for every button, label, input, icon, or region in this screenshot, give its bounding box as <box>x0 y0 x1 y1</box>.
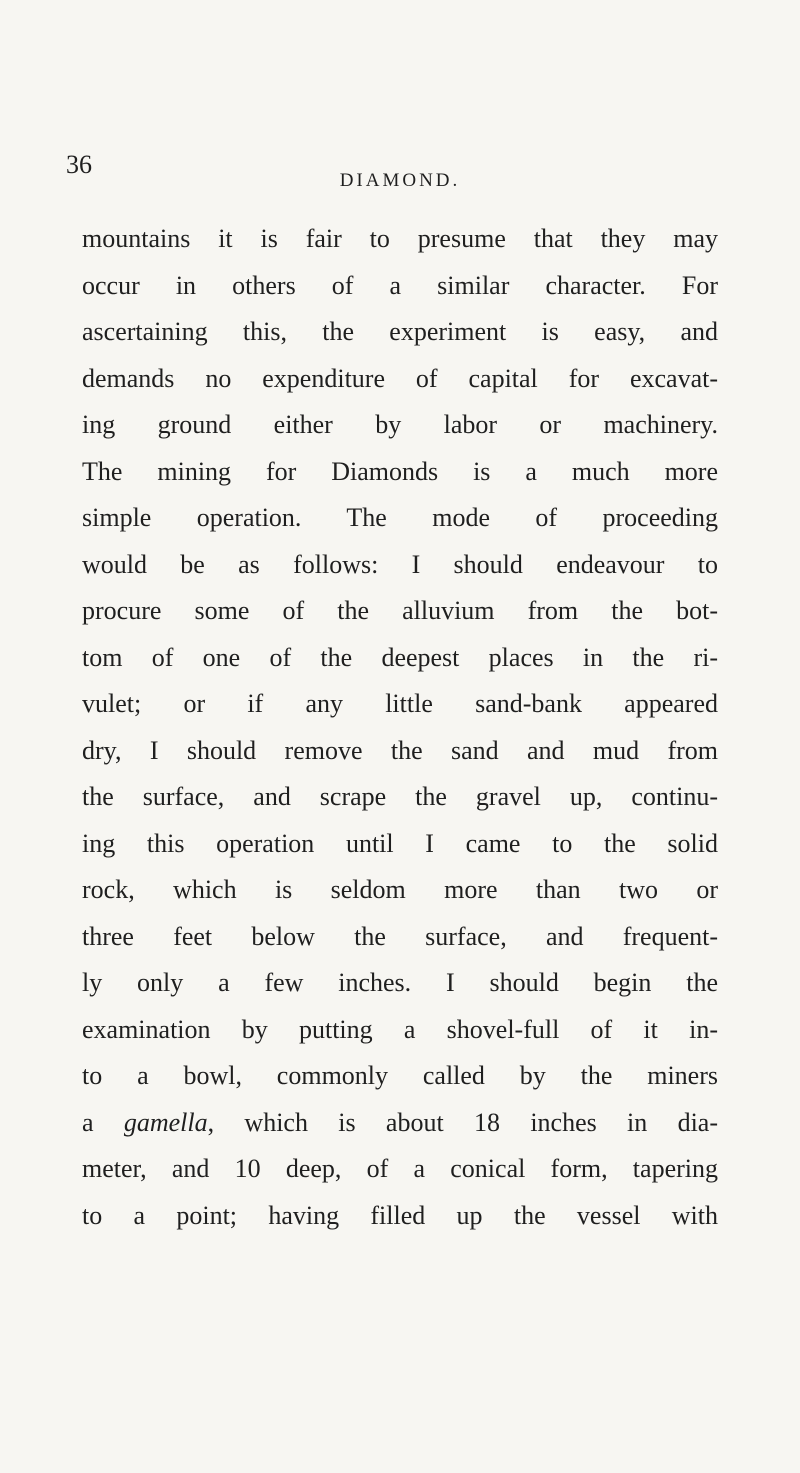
text-line: examination by putting a shovel-full of it in- <box>82 1014 718 1044</box>
running-head: DIAMOND. <box>339 170 461 191</box>
text-line: vulet; or if any little sand-bank appeared <box>82 689 718 718</box>
text-line: demands no expenditure of capital for excavat- <box>82 363 718 393</box>
text-line: dry, I should remove the sand and mud from <box>82 735 718 765</box>
text-line: ly only a few inches. I should begin the <box>82 968 718 997</box>
text-line: tom of one of the deepest places in the ri- <box>82 642 718 672</box>
text-line: would be as follows: I should endeavour to <box>82 549 718 579</box>
text-line: ing this operation until I came to the solid <box>82 828 718 858</box>
text-line: ing ground either by labor or machinery. <box>82 410 718 439</box>
text-line: meter, and 10 deep, of a conical form, tapering <box>82 1154 718 1183</box>
body-text <box>82 216 718 1239</box>
text-line: occur in others of a similar character. For <box>82 270 718 300</box>
text-line: three feet below the surface, and frequent- <box>82 921 718 951</box>
text-line: procure some of the alluvium from the bot- <box>82 596 718 625</box>
text-line: mountains it is fair to presume that they may <box>82 224 718 253</box>
italic-term-gamella: gamella <box>123 1107 208 1137</box>
text-line-with-italic <box>82 1100 718 1147</box>
text-line: simple operation. The mode of proceeding <box>82 503 718 532</box>
text-fragment: , which is about 18 inches in dia- <box>207 1107 718 1137</box>
text-line: the surface, and scrape the gravel up, continu- <box>82 782 718 811</box>
text-line: to a bowl, commonly called by the miners <box>82 1061 718 1090</box>
text-line: to a point; having filled up the vessel with <box>82 1200 718 1230</box>
text-line: rock, which is seldom more than two or <box>82 875 718 904</box>
text-fragment: a <box>82 1107 124 1137</box>
text-line: The mining for Diamonds is a much more <box>82 456 718 486</box>
text-line: ascertaining this, the experiment is easy, and <box>82 317 718 346</box>
page-number: 36 <box>66 150 92 179</box>
